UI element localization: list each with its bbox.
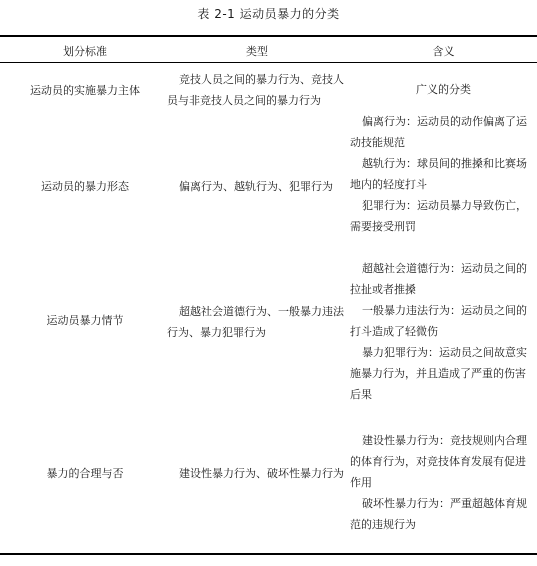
row-3-type bbox=[167, 301, 347, 343]
row-4-criterion: 暴力的合理与否 bbox=[46, 467, 124, 480]
row-3-meaning-line: 施暴力行为，并且造成了严重的伤害 bbox=[350, 367, 526, 380]
row-1-type bbox=[167, 69, 347, 111]
header-type: 类型 bbox=[246, 45, 268, 58]
row-3-meaning-line: 拉扯或者推搡 bbox=[350, 283, 416, 296]
row-2-meaning-line: 需要接受刑罚 bbox=[350, 220, 416, 233]
row-3-type-line: 行为、暴力犯罪行为 bbox=[167, 326, 266, 339]
row-3-meaning bbox=[350, 258, 537, 405]
row-3-meaning-line: 超越社会道德行为：运动员之间的 bbox=[362, 262, 527, 275]
row-1-type-line: 竞技人员之间的暴力行为、竞技人 bbox=[179, 73, 344, 86]
row-4-type-line: 建设性暴力行为、破坏性暴力行为 bbox=[179, 467, 344, 480]
top-rule bbox=[0, 35, 537, 37]
row-2-meaning-line: 偏离行为：运动员的动作偏离了运 bbox=[362, 115, 527, 128]
header-rule bbox=[0, 62, 537, 63]
bottom-rule bbox=[0, 553, 537, 555]
row-3-meaning-line: 暴力犯罪行为：运动员之间故意实 bbox=[362, 346, 527, 359]
row-3-type-line: 超越社会道德行为、一般暴力违法 bbox=[179, 305, 344, 318]
row-4-meaning bbox=[350, 430, 537, 535]
row-1-meaning-line: 广义的分类 bbox=[416, 83, 471, 96]
table-caption: 表 2-1 运动员暴力的分类 bbox=[197, 7, 340, 21]
row-2-meaning-line: 地内的轻度打斗 bbox=[350, 178, 427, 191]
row-1-meaning bbox=[350, 79, 537, 100]
row-3-criterion: 运动员暴力情节 bbox=[46, 314, 124, 327]
row-2-meaning-line: 犯罪行为：运动员暴力导致伤亡， bbox=[362, 199, 527, 212]
row-1-type-line: 员与非竞技人员之间的暴力行为 bbox=[167, 94, 321, 107]
row-1-criterion: 运动员的实施暴力主体 bbox=[30, 84, 140, 97]
row-2-meaning-line: 越轨行为：球员间的推搡和比赛场 bbox=[362, 157, 527, 170]
row-4-meaning-line: 的体育行为，对竞技体育发展有促进 bbox=[350, 455, 526, 468]
header-meaning: 含义 bbox=[432, 45, 455, 58]
row-4-meaning-line: 建设性暴力行为：竞技规则内合理 bbox=[362, 434, 527, 447]
row-2-criterion: 运动员的暴力形态 bbox=[41, 180, 129, 193]
row-4-meaning-line: 作用 bbox=[350, 476, 372, 489]
row-4-type bbox=[167, 463, 347, 484]
header-criterion: 划分标准 bbox=[63, 45, 107, 58]
row-2-meaning bbox=[350, 111, 537, 237]
row-2-type bbox=[167, 176, 347, 197]
row-3-meaning-line: 一般暴力违法行为：运动员之间的 bbox=[362, 304, 527, 317]
row-2-meaning-line: 动技能规范 bbox=[350, 136, 405, 149]
row-3-meaning-line: 后果 bbox=[350, 388, 372, 401]
row-3-meaning-line: 打斗造成了轻微伤 bbox=[350, 325, 438, 338]
row-4-meaning-line: 范的违规行为 bbox=[350, 518, 416, 531]
row-2-type-line: 偏离行为、越轨行为、犯罪行为 bbox=[179, 180, 333, 193]
row-4-meaning-line: 破坏性暴力行为：严重超越体育规 bbox=[362, 497, 527, 510]
